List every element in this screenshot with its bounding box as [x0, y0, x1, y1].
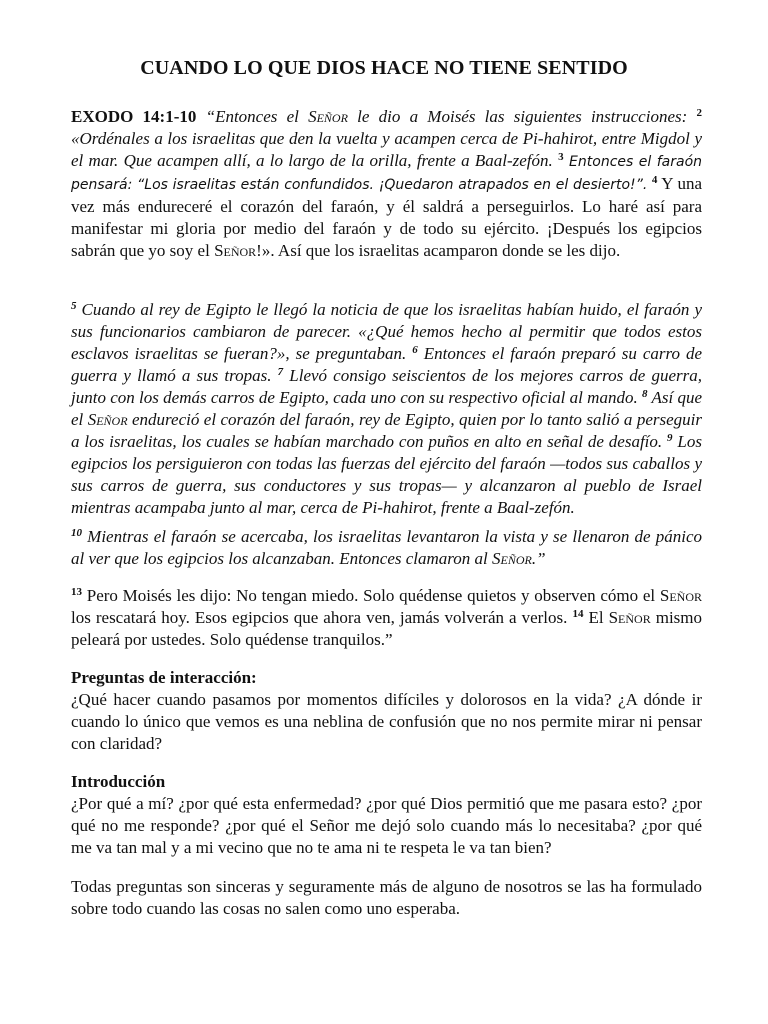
closing-paragraph: Todas preguntas son sinceras y seguramente más de alguno de nosotros se las ha formulado sobre todo cuando las cosas no salen como uno esperaba. — [71, 877, 702, 918]
scripture-paragraph-1: EXODO 14:1-10 “Entonces el Señor le dio a Moisés las siguientes instrucciones: $^2$ «Ordénales a los israelitas que den la vuelta y acampen cerca de Pi-hahirot, entre Migdol y el mar. Que acampen allí, a lo largo de la orilla, frente a Baal-zefón. $^3$ Entonces el faraón pensará: “Los israelitas están confundidos. ¡Quedaron atrapados en el desierto!”. $^4$ Y una vez más endureceré el corazón del faraón, y él saldrá a perseguirlos. Lo haré así para manifestar mi gloria por medio del faraón y de todo su ejército. ¡Después los egipcios sabrán que yo soy el Señor!». Así que los israelitas acamparon donde se les dijo. — [71, 107, 703, 260]
verse-number: 6 — [412, 344, 418, 356]
lord-name: Señor! — [214, 241, 262, 260]
section-heading: Preguntas de interacción: — [71, 668, 257, 687]
verse-number: 3 — [558, 151, 564, 163]
lord-name: Señor — [87, 410, 128, 429]
verse-number: 2 — [696, 107, 702, 119]
preguntas-section — [71, 667, 702, 755]
verse-number: 14 — [572, 608, 584, 620]
verse-number: 4 — [651, 174, 658, 186]
introduccion-section — [71, 771, 702, 859]
lord-name: Señor — [308, 107, 348, 126]
lord-name: Señor — [492, 549, 532, 568]
scripture-paragraph-3: $^{10}$ Mientras el faraón se acercaba, los israelitas levantaron la vista y se llenaron de pánico al ver que los egipcios los alcanzaban. Entonces clamaron al Señor.” — [71, 527, 702, 568]
lord-name: Señor — [608, 608, 651, 627]
scripture-reference: EXODO 14:1-10 — [71, 107, 197, 126]
section-text: ¿Por qué a mí? ¿por qué esta enfermedad? ¿por qué Dios permitió que me pasara esto? ¿por qué no me responde? ¿por qué el Señor me dejó solo cuando más lo necesitaba? ¿por qué me va tan mal y a mi vecino que no te ama ni te respeta le va tan bien? — [71, 794, 702, 857]
verse-number: 7 — [277, 366, 284, 378]
verse-number: 13 — [71, 586, 82, 598]
scripture-paragraph-4: $^{13}$ Pero Moisés les dijo: No tengan miedo. Solo quédense quietos y observen cómo el Señor los rescatará hoy. Esos egipcios que ahora ven, jamás volverán a verlos. $^{14}$ El Señor mismo peleará por ustedes. Solo quédense tranquilos.” — [71, 586, 703, 649]
verse-number: 9 — [667, 432, 673, 444]
document-title: CUANDO LO QUE DIOS HACE NO TIENE SENTIDO — [140, 57, 628, 79]
verse-number: 8 — [641, 388, 648, 400]
verse-number: 5 — [71, 300, 77, 312]
verse-number: 10 — [71, 527, 82, 539]
section-heading: Introducción — [71, 772, 166, 791]
scripture-paragraph-2: $^5$ Cuando al rey de Egipto le llegó la noticia de que los israelitas habían huido, el faraón y sus funcionarios cambiaron de parecer. «¿Qué hemos hecho al permitir que todos estos esclavos israelitas se fueran?», se preguntaban. $^6$ Entonces el faraón preparó su carro de guerra y llamó a sus tropas. $^7$ Llevó consigo seiscientos de los mejores carros de guerra, junto con los demás carros de Egipto, cada uno con su respectivo oficial al mando. $^8$ Así que el Señor endureció el corazón del faraón, rey de Egipto, quien por lo tanto salió a perseguir a los israelitas, los cuales se habían marchado con puños en alto en señal de desafío. $^9$ Los egipcios los persiguieron con todas las fuerzas del ejército del faraón —todos sus caballos y sus carros de guerra, sus conductores y sus tropas— y alcanzaron al pueblo de Israel mientras acampaba junto al mar, cerca de Pi-hahirot, frente a Baal-zefón. — [71, 300, 703, 517]
section-text: ¿Qué hacer cuando pasamos por momentos difíciles y dolorosos en la vida? ¿A dónde ir cuando lo único que vemos es una neblina de confusión que no nos permite mirar ni pensar con claridad? — [71, 690, 702, 753]
lord-name: Señor — [659, 586, 702, 605]
